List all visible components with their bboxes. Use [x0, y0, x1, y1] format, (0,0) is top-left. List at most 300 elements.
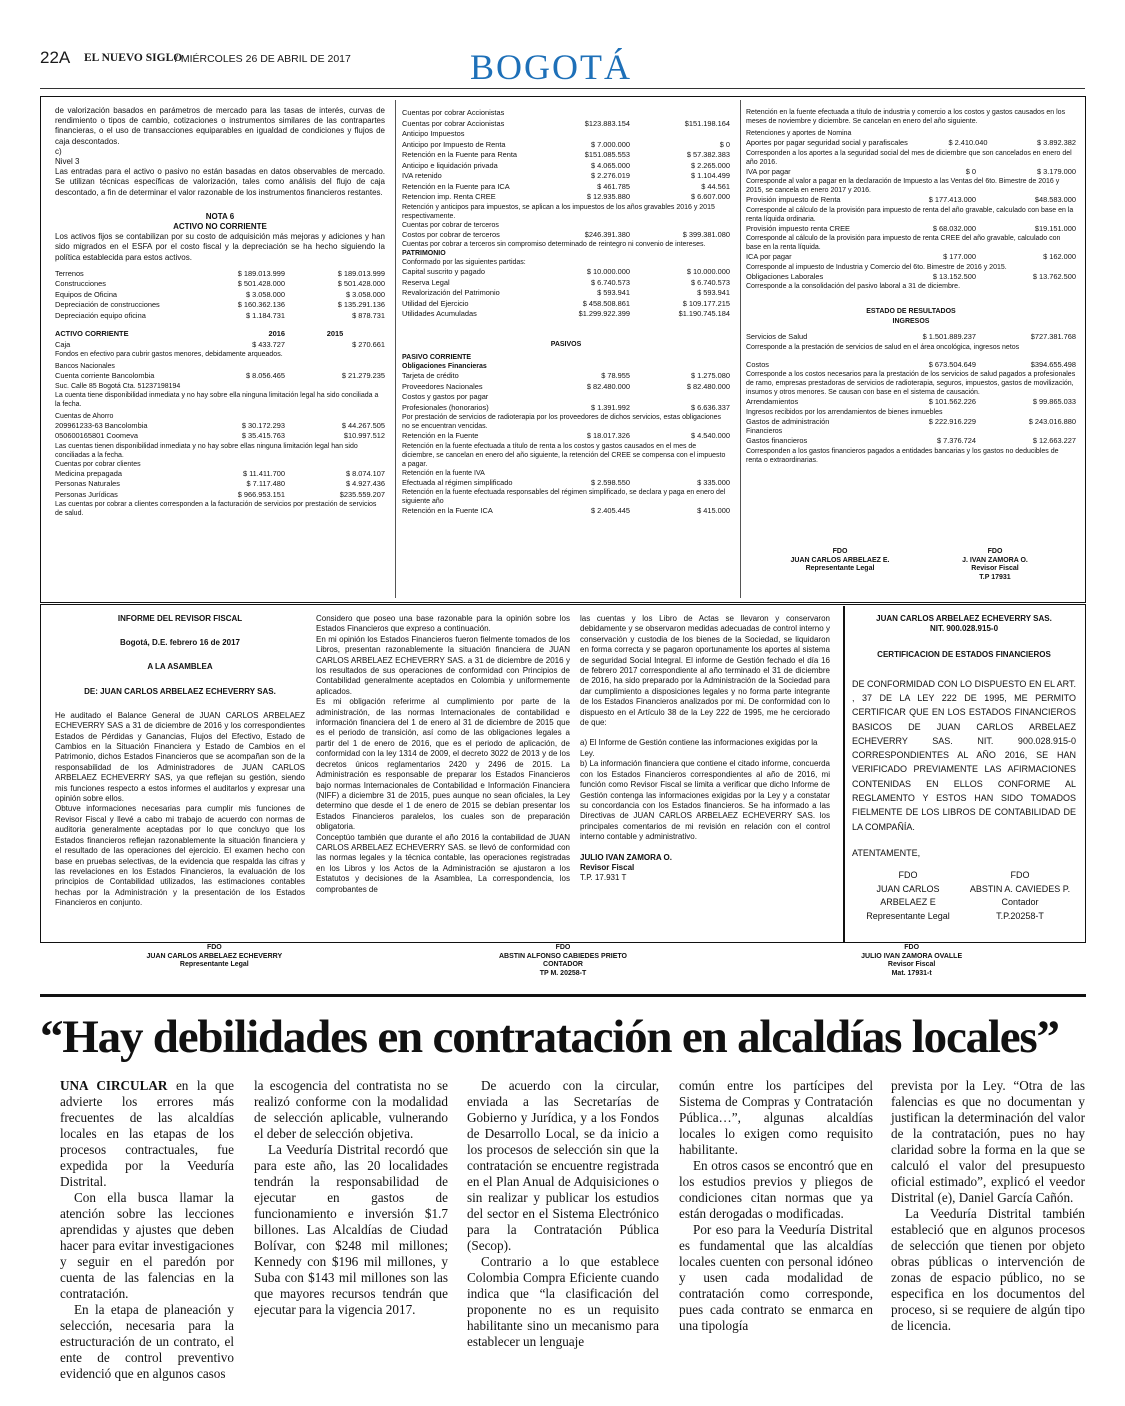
- table-row: [746, 252, 1076, 263]
- subheading: PASIVO CORRIENTE: [402, 354, 472, 362]
- signature-fiscal-reviewer: FDO J. IVAN ZAMORA O. Revisor Fiscal T.P 17931: [962, 548, 1028, 581]
- subheading: Bancos Nacionales: [55, 363, 115, 371]
- table-row: [55, 479, 385, 490]
- row-value: $ 189.013.999: [237, 268, 285, 278]
- article-paragraph: común entre los partícipes del Sistema de Compras y Contratación Pública…”, algunas alcaldías locales lo exigen como requisito habilitante.: [679, 1078, 873, 1157]
- article-column-1: [60, 1078, 234, 1382]
- fixed-assets-table: [55, 269, 385, 322]
- article-top-rule: [40, 994, 1086, 997]
- row-label: Personas Naturales: [55, 479, 120, 489]
- row-label: Equipos de Oficina: [55, 289, 118, 299]
- table-row: [402, 431, 730, 442]
- note-text: Corresponden a los aportes a la seguridad social del mes de diciembre que son cancelados en enero del año 2016.: [746, 149, 1072, 166]
- row-label: Depreciación equipo oficina: [55, 310, 146, 320]
- header-rule: [40, 88, 1085, 89]
- row-value: $ 4.540.000: [690, 431, 730, 441]
- row-value: $ 2.405.445: [590, 506, 630, 516]
- row-value: $ 243.016.880: [1028, 416, 1076, 426]
- row-value: $ 270.661: [352, 339, 385, 349]
- page-header: [0, 0, 1125, 92]
- row-value: $48.583.000: [1034, 195, 1076, 204]
- row-label: Anticipo Impuestos: [402, 129, 465, 138]
- row-value: $ 21.279.235: [341, 371, 385, 381]
- table-row: [55, 421, 385, 432]
- article-paragraph: De acuerdo con la circular, enviada a las Secretarías de Gobierno y Jurídica, y a los Fondos de Desarrollo Local, se da inicio a los procesos de selección sin que la contratación se encuentre registrada en el Plan Anual de Adquisiciones o sin realizar y publicar los estudios del sector en el Sistema Electrónico para la Contratación Pública (Secop).: [467, 1078, 659, 1253]
- signature-block: FDO ABSTIN ALFONSO CABIEDES PRIETO CONTADOR TP M. 20258-T: [499, 944, 627, 977]
- equity-rows: [402, 267, 730, 320]
- note-text: Corresponde al valor a pagar en la declaración de Impuesto a las Ventas del 6to. Bimestre de 2016 y 2015, se cancela en enero 2017 y 2016.: [746, 178, 1060, 194]
- row-value: $ 160.362.136: [237, 300, 285, 310]
- note-text: Fondos en efectivo para cubrir gastos menores, debidamente arqueados.: [55, 351, 283, 359]
- article-lead: UNA CIRCULAR: [60, 1078, 168, 1093]
- section-title: BOGOTÁ: [470, 47, 632, 87]
- row-value: $ 433.727: [252, 339, 285, 349]
- row-label: Utilidades Acumuladas: [402, 309, 477, 318]
- article-headline: “Hay debilidades en contratación en alcaldías locales”: [40, 1011, 1059, 1063]
- row-label: Utilidad del Ejercicio: [402, 298, 469, 308]
- row-value: $ 335.000: [697, 477, 730, 487]
- row-value: $ 3.892.382: [1036, 138, 1076, 147]
- table-row: [746, 332, 1076, 343]
- row-label: Cuenta corriente Bancolombia: [55, 371, 155, 381]
- row-label: ICA por pagar: [746, 252, 792, 261]
- row-label: 209961233-63 Bancolombia: [55, 420, 148, 430]
- list-marker: c): [55, 146, 62, 156]
- signature-legal-rep: FDO JUAN CARLOS ARBELAEZ E. Representante Legal: [790, 548, 890, 572]
- row-value: $727.381.768: [1030, 332, 1076, 342]
- row-label: Medicina prepagada: [55, 468, 122, 478]
- certification-divider: [843, 606, 845, 942]
- row-value: $ 135.291.136: [337, 300, 385, 310]
- row-label: Aportes por pagar seguridad social y parafiscales: [746, 138, 908, 147]
- row-label: IVA por pagar: [746, 166, 791, 176]
- row-label: IVA retenido: [402, 171, 442, 180]
- note-text: Corresponde a la prestación de servicios de salud en el área oncológica, ingresos netos: [746, 343, 1020, 351]
- report-paragraph: En mi opinión los Estados Financieros fueron fielmente tomados de los Libros, presentan razonablemente la situación financiera de JUAN CARLOS ARBELAEZ ECHEVERRY SAS. a 31 de diciembre de 2016 y los resultados de sus operaciones de conformidad con Principios de Contabilidad generalmente aceptados en Colombia y uniformemente aplicados.: [316, 634, 570, 696]
- subheading: Cuentas por cobrar de terceros: [402, 221, 499, 229]
- row-value: $ 8.074.107: [345, 468, 385, 478]
- costs-row: [746, 360, 1076, 371]
- row-value: $ 2.265.000: [690, 160, 730, 170]
- article-paragraph: La Veeduría Distrital también estableció que en algunos procesos de selección que tienen por objeto obras públicas o intervención de zonas de espacio público, no se especifica en los documentos del proceso, si se requiere de algún tipo de licencia.: [891, 1206, 1085, 1333]
- row-value: $ 7.000.000: [590, 139, 630, 149]
- row-value: $ 162.000: [1043, 252, 1076, 261]
- column-divider: [395, 100, 396, 598]
- row-value: $ 1.184.731: [245, 310, 285, 320]
- valuation-text: de valorización basados en parámetros de mercado para las tasas de interés, curvas de rendimiento o tipos de cambio, cotizaciones o instrumentos similares de las contrapartes financieras, o el uso de transacciones equiparables en igualdad de condiciones y flujos de caja descontados.: [55, 106, 385, 146]
- row-value: $ 878.731: [352, 310, 385, 320]
- report-paragraph: He auditado el Balance General de JUAN CARLOS ARBELAEZ ECHEVERRY SAS a 31 de diciembre de 2016 y los correspondientes Estados de Pérdidas y Ganancias, Flujos del Efectivo, Estado de Cambios en la Situación Financiera y Estado de Cambios en el Patrimonio, dichos Estados Financieros que se acompañan son de la responsabilidad de los Administradores de JUAN CARLOS ARBELAEZ ECHEVERRY SAS, ya que reflejan su gestión, siendo mis funciones respecto a estos informes el auditarlos y expresar una opinión sobre ellos.: [55, 710, 305, 804]
- table-row: [55, 431, 385, 442]
- row-value: $1.190.745.184: [678, 309, 730, 318]
- row-value: $ 11.411.700: [242, 468, 285, 478]
- table-row: [402, 299, 730, 310]
- row-value: $1.299.922.399: [578, 309, 630, 318]
- row-value: $ 57.382.383: [686, 150, 730, 159]
- row-label: Gastos de administración: [746, 416, 830, 426]
- page-number: 22A: [40, 48, 71, 67]
- row-value: [630, 108, 730, 119]
- row-value: $ 82.480.000: [586, 381, 630, 391]
- article-paragraph: La Veeduría Distrital recordó que para este año, las 20 localidades tendrán la responsabilidad de ejecutar en gastos de funcionamiento e inversión $1.7 billones. Las Alcaldías de Ciudad Bolívar, con $248 mil millones; Kennedy con $196 mil millones, y Suba con $143 mil millones son las que mayores recursos tendrán que ejecutar para la vigencia 2017.: [254, 1142, 448, 1317]
- table-row: [402, 108, 730, 119]
- subheading: Obligaciones Financieras: [402, 363, 487, 371]
- publication-date: / MIÉRCOLES 26 DE ABRIL DE 2017: [175, 53, 351, 65]
- withholding-row: [402, 431, 730, 442]
- section-heading: ESTADO DE RESULTADOS: [866, 308, 956, 315]
- subheading: Retención en la fuente IVA: [402, 469, 485, 477]
- row-label: Tarjeta de crédito: [402, 371, 459, 381]
- cash-row: [55, 340, 385, 351]
- table-row: [402, 267, 730, 278]
- note-text: Por prestación de servicios de radioterapia por los proveedores de dichos servicios, estas obligaciones no se encuentran vencidas.: [402, 414, 722, 431]
- row-label: Efectuada al régimen simplificado: [402, 477, 513, 487]
- row-label: Costos por cobrar de terceros: [402, 229, 500, 239]
- signature-block: FDO JUAN CARLOS ARBELAEZ ECHEVERRY Representante Legal: [146, 944, 283, 968]
- row-value: [540, 108, 630, 119]
- financial-column-1: [55, 106, 385, 518]
- row-label: Retención en la Fuente para Renta: [402, 150, 518, 159]
- note-title: NOTA 6: [205, 211, 235, 221]
- row-label: Provisión impuesto renta CREE: [746, 223, 850, 233]
- row-value: $ 2.598.550: [590, 477, 630, 487]
- row-value: $ 0: [719, 139, 730, 149]
- row-value: $ 2.410.040: [948, 138, 988, 147]
- note-text: Corresponde al cálculo de la provisión para impuesto de renta del año gravable, calculado con base en la renta líquida ordinaria.: [746, 206, 1074, 223]
- financial-column-3: [746, 108, 1076, 465]
- row-value: $151.198.164: [684, 118, 730, 128]
- report-paragraph: Es mi obligación referirme al cumplimiento por parte de la administración, de las normas Internacionales de contabilidad e información financiera del 1 de enero al 31 de diciembre de 2015 que es el periodo de transición, así como de las obligaciones legales a partir del 1 de enero de 2016, que es el periodo de aplicación, de conformidad con la ley 1314 de 2009, el decreto 3022 de 2013 y de los decretos únicos reglamentarios 2420 y 2496 de 2015. La Administración es responsable de preparar los Estados Financieros bajo normas Internacionales de Contabilidad e Información Financiera (NIFF) a diciembre 31 de 2015, pues aunque no sean oficiales, la Ley determino que desde el 1 de enero de 2015 se debían presentar los Estados Financieros paralelos, los cuales son de preparación obligatoria.: [316, 697, 570, 832]
- row-value: $ 99.865.033: [1032, 397, 1076, 407]
- row-value: $ 399.381.080: [682, 229, 730, 239]
- ica-withholding-row: [402, 506, 730, 517]
- row-value: $ 0: [965, 166, 976, 176]
- ica-row: [746, 252, 1076, 263]
- bottom-signatures: [40, 944, 1086, 988]
- table-row: [746, 397, 1076, 408]
- row-value: $394.655.498: [1030, 359, 1076, 369]
- row-value: $ 35.415.763: [241, 431, 285, 441]
- table-row: [402, 478, 730, 489]
- note-text: Los activos fijos se contabilizan por su costo de adquisición más mejoras y adiciones y han sido migrados en el ESFA por el costo fiscal y la depreciación se ha hecho siguiendo la política establecida para estos activos.: [55, 232, 385, 262]
- row-value: $ 3.179.000: [1036, 166, 1076, 176]
- table-row: [55, 269, 385, 280]
- table-row: [55, 340, 385, 351]
- note-text: Corresponde a los costos necesarios para la prestación de los servicios de salud pagados a profesionales de ramo, empresas prestadoras de servicios de radioterapia, seguros, impuestos, gastos de movilización, insumos y otros menores. Se causan con base en el sistema de causación.: [746, 371, 1076, 397]
- row-label: Cuentas por cobrar Accionistas: [402, 118, 505, 128]
- article-paragraph: En la etapa de planeación y selección, necesaria para la estructuración de un contrato, el ente de control preventivo evidenció que en algunos casos: [60, 1302, 234, 1381]
- report-date: Bogotá, D.E. febrero 16 de 2017: [119, 638, 241, 648]
- row-value: $ 7.117.480: [246, 479, 285, 489]
- table-row: [402, 119, 730, 130]
- row-value: $ 966.953.151: [237, 489, 285, 499]
- report-from: DE: JUAN CARLOS ARBELAEZ ECHEVERRY SAS.: [84, 686, 276, 696]
- article-paragraph: la escogencia del contratista no se realizó conforme con la modalidad de selección aplicable, vulnerando el deber de selección objetiva.: [254, 1078, 448, 1141]
- report-paragraph: Obtuve informaciones necesarias para cumplir mis funciones de Revisor Fiscal y llevé a cabo mi trabajo de acuerdo con normas de auditoria generalmente aceptadas por lo que concluyo que los Estados financieros reflejan razonablemente la situación financiera y el resultado de las operaciones del ejercicio. El examen hecho con base en pruebas selectivas, de la evidencia que respalda las cifras y las revelaciones en los Estados Financieros, la evaluación de los principios de Contabilidad utilizados, las estimaciones contables hechas por la Administración y la presentación de los Estados Financieros en conjunto.: [55, 804, 305, 908]
- row-value: [630, 392, 730, 403]
- row-label: Revalorización del Patrimonio: [402, 288, 500, 297]
- section-heading: ACTIVO NO CORRIENTE: [173, 222, 267, 232]
- row-label: 050600165801 Coomeva: [55, 431, 139, 441]
- row-label: Construcciones: [55, 279, 106, 289]
- table-row: [402, 230, 730, 241]
- row-value: $ 673.504.649: [928, 359, 976, 369]
- iva-row: [746, 167, 1076, 178]
- row-value: $ 68.032.000: [932, 223, 976, 233]
- report-paragraph: Conceptúo también que durante el año 2016 la contabilidad de JUAN CARLOS ARBELAEZ ECHEVERRY SAS. se llevó de conformidad con las normas legales y la técnica contable, las operaciones registradas en los Libros y los Actos de la Administración se ajustaron a los Estatutos y decisiones de la Asamblea, La correspondencia, los comprobantes de: [316, 832, 570, 894]
- note-text: Las cuentas tienen disponibilidad inmediata y no hay sobre ellas ninguna limitación legal han sido conciliadas a la fecha.: [55, 442, 358, 459]
- row-value: $ 12.935.880: [586, 192, 630, 201]
- note-text: Corresponden a los gastos financieros pagados a entidades bancarias y los gastos no deducibles de renta o extraordinarias.: [746, 447, 1059, 464]
- table-row: [746, 272, 1076, 283]
- row-value: $ 3.058.000: [345, 289, 385, 299]
- row-value: $19.151.000: [1034, 223, 1076, 233]
- row-value: $ 1.501.889.237: [922, 332, 976, 342]
- row-value: $ 13.152.500: [932, 271, 976, 281]
- row-label: Provisión impuesto de Renta: [746, 195, 841, 204]
- clients-rows: [55, 469, 385, 501]
- row-value: [630, 129, 730, 140]
- row-value: $ 1.104.499: [690, 171, 730, 180]
- row-label: Proveedores Nacionales: [402, 381, 483, 391]
- payroll-row: [746, 138, 1076, 149]
- table-row: [402, 171, 730, 182]
- report-column-1: [55, 614, 305, 909]
- section-heading: PASIVOS: [550, 340, 582, 348]
- financial-expenses-row: [746, 436, 1076, 447]
- subheading: INGRESOS: [892, 317, 930, 325]
- cert-signature-legal: FDO JUAN CARLOS ARBELAEZ E Representante Legal: [866, 870, 950, 921]
- row-value: $ 78.955: [601, 371, 630, 381]
- row-value: $ 501.428.000: [337, 279, 385, 289]
- table-row: [746, 224, 1076, 235]
- note-text: Suc. Calle 85 Bogotá Cta. 51237198194: [55, 382, 181, 390]
- rent-row: [746, 397, 1076, 408]
- row-value: $ 18.017.326: [586, 431, 630, 441]
- table-row: [402, 161, 730, 172]
- table-row: [746, 360, 1076, 371]
- column-divider: [740, 100, 741, 598]
- row-label: Gastos financieros: [746, 436, 808, 446]
- row-value: $ 8.056.465: [245, 371, 285, 381]
- report-signer: JULIO IVAN ZAMORA O.: [580, 852, 672, 862]
- row-label: Anticipo por Impuesto de Renta: [402, 139, 506, 149]
- receivables-rows: [402, 108, 730, 203]
- table-row: [402, 129, 730, 140]
- row-value: $ 593.941: [597, 288, 630, 297]
- newspaper-name: EL NUEVO SIGLO: [84, 52, 183, 64]
- row-value: $ 189.013.999: [337, 268, 385, 278]
- report-column-2: [316, 614, 570, 895]
- savings-rows: [55, 421, 385, 442]
- note-text: Las cuentas por cobrar a clientes corresponden a la facturación de servicios por prestación de servicios de salud.: [55, 501, 377, 518]
- report-title: INFORME DEL REVISOR FISCAL: [117, 614, 243, 623]
- row-value: $ 415.000: [697, 506, 730, 516]
- row-value: $151.085.553: [584, 150, 630, 159]
- subheading: Cuentas de Ahorro: [55, 412, 114, 420]
- liabilities-rows: [402, 371, 730, 413]
- cert-title: CERTIFICACION DE ESTADOS FINANCIEROS: [877, 650, 1051, 660]
- row-value: $ 30.172.293: [241, 420, 285, 430]
- row-value: $ 4.927.436: [345, 479, 385, 489]
- cert-closing: ATENTAMENTE,: [852, 847, 921, 858]
- table-row: [746, 417, 1076, 428]
- row-value: $ 2.276.019: [590, 171, 630, 180]
- row-label: Obligaciones Laborales: [746, 271, 824, 281]
- third-party-row: [402, 230, 730, 241]
- table-row: [402, 140, 730, 151]
- certification-panel: [852, 614, 1076, 923]
- financial-column-2: [402, 108, 730, 517]
- table-header-row: ACTIVO CORRIENTE 2016 2015: [55, 329, 344, 339]
- table-row: [55, 290, 385, 301]
- row-value: $ 7.376.724: [936, 436, 976, 446]
- cert-body: DE CONFORMIDAD CON LO DISPUESTO EN EL ART. , 37 DE LA LEY 222 DE 1995, ME PERMITO CERTIFICAR QUE EN LOS ESTADOS FINANCIEROS BASICOS DE JUAN CARLOS ARBELAEZ ECHEVERRY SAS. NIT. 900.028.915-0 CORRESPONDIENTES AL AÑO 2016, SE HAN VERIFICADO PREVIAMENTE LAS AFIRMACIONES CONTENIDAS EN ELLOS CONFORME AL REGLAMENTO Y ESTOS HAN SIDO TOMADOS FIELMENTE DE LOS LIBROS DE CONTABILIDAD DE LA COMPAÑÍA.: [852, 678, 1076, 832]
- table-row: [746, 138, 1076, 149]
- row-value: $ 101.562.226: [928, 397, 976, 407]
- row-label: Retención en la Fuente para ICA: [402, 181, 510, 191]
- section-heading: PATRIMONIO: [402, 250, 446, 257]
- table-row: [402, 309, 730, 320]
- report-signer-tp: T.P. 17.931 T: [580, 872, 627, 882]
- row-label: Caja: [55, 339, 71, 349]
- report-column-3: [580, 614, 830, 883]
- note-text: Retención en la fuente efectuada a título de industria y comercio a los costos y gastos causados en los meses de noviembre y diciembre. Se cancelan en enero del año siguiente.: [746, 109, 1066, 125]
- table-row: [402, 278, 730, 289]
- row-label: Retención en la Fuente ICA: [402, 506, 493, 516]
- row-value: $ 501.428.000: [237, 279, 285, 289]
- row-value: $246.391.380: [584, 229, 630, 239]
- report-paragraph: las cuentas y los Libro de Actas se llevaron y conservaron debidamente y se observaron medidas adecuadas de control interno y conservación y custodia de los bienes de la Sociedad, se liquidaron en forma correcta y se pagaron oportunamente los aportes al sistema de seguridad Social Integral. El informe de Gestión fechado el día 16 de febrero 2017 correspondiente al año terminado el 31 de diciembre de 2016, ha sido preparado por la Administración de la Sociedad para dar cumplimiento a disposiciones legales y no forma parte integrante de los Estados Financieros analizados por mi. De conformidad con lo dispuesto en el Artículo 38 de la Ley 222 de 1995, me he cerciorado de que:: [580, 614, 830, 728]
- cert-signature-accountant: FDO ABSTIN A. CAVIEDES P. Contador T.P.20258-T: [969, 870, 1071, 921]
- row-value: $ 4.065.000: [590, 160, 630, 170]
- table-row: [402, 150, 730, 161]
- article-column-3: [467, 1078, 659, 1350]
- note-text: Retención en la fuente efectuada a título de renta a los costos y gastos causados en el mes de diciembre, se cancelan en enero del año siguiente, la retención del CREE se compensa con el impuesto a pagar.: [402, 442, 726, 468]
- row-value: $ 458.508.861: [582, 298, 630, 308]
- table-row: [402, 382, 730, 393]
- row-label: Costos: [746, 359, 770, 369]
- row-value: $ 6.740.573: [690, 277, 730, 287]
- note-text: Conformado por las siguientes partidas:: [402, 259, 526, 266]
- table-row: [402, 506, 730, 517]
- tax-provision-row: [746, 195, 1076, 206]
- row-value: $ 6.740.573: [590, 277, 630, 287]
- report-paragraph: Considero que poseo una base razonable para la opinión sobre los Estados Financieros que expreso a continuación.: [316, 614, 570, 634]
- row-value: $ 44.267.505: [341, 420, 385, 430]
- note-text: Ingresos recibidos por los arrendamientos de bienes inmuebles: [746, 408, 943, 416]
- report-recipient: A LA ASAMBLEA: [147, 662, 213, 672]
- row-value: $ 1.275.080: [690, 371, 730, 381]
- admin-expenses-row: [746, 417, 1076, 428]
- row-label: Personas Jurídicas: [55, 489, 118, 499]
- row-label: Costos y gastos por pagar: [402, 392, 489, 402]
- level-text: Las entradas para el activo o pasivo no están basadas en datos observables de mercado. Se utilizan técnicas específicas de valorización, tales como análisis del flujo de caja descontado, a fin de determinar el valor razonable de los instrumentos financieros restantes.: [55, 167, 385, 197]
- article-paragraph: En otros casos se encontró que en los estudios previos y pliegos de condiciones citan normas que ya están derogadas o modificadas.: [679, 1158, 873, 1221]
- row-label: Arrendamientos: [746, 397, 799, 407]
- row-value: $10.997.512: [343, 431, 385, 441]
- row-value: $123.883.154: [584, 118, 630, 128]
- bank-row: [55, 371, 385, 382]
- article-column-4: [679, 1078, 873, 1334]
- table-row: [746, 436, 1076, 447]
- labor-obligations-row: [746, 272, 1076, 283]
- row-value: $235.559.207: [339, 489, 385, 499]
- row-value: $ 44.561: [701, 181, 730, 191]
- row-value: $ 593.941: [697, 288, 730, 297]
- report-signer-role: Revisor Fiscal: [580, 862, 635, 872]
- row-value: $ 1.391.992: [590, 402, 630, 412]
- row-label: Depreciación de construcciones: [55, 300, 160, 310]
- cert-company: JUAN CARLOS ARBELAEZ ECHEVERRY SAS.: [876, 614, 1052, 623]
- article-paragraph: prevista por la Ley. “Otra de las falencias es que no documentan y justifican la determinación del valor de la contratación, pues no hay claridad sobre la forma en la que se calculó el valor del presupuesto oficial estimado”, explicó el veedor Distrital (e), Daniel García Cañón.: [891, 1078, 1085, 1205]
- level-label: Nivel 3: [55, 157, 80, 167]
- row-label: Profesionales (honorarios): [402, 402, 489, 412]
- row-value: $ 177.000: [943, 252, 976, 261]
- note-text: Cuentas por cobrar a terceros sin compromiso determinado de reintegro ni convenio de intereses.: [402, 241, 706, 248]
- row-label: Servicios de Salud: [746, 332, 808, 342]
- row-value: $ 6.636.337: [690, 402, 730, 412]
- row-label: Anticipo e liquidación privada: [402, 160, 498, 170]
- table-row: [746, 195, 1076, 206]
- row-value: $ 109.177.215: [682, 298, 730, 308]
- table-row: [402, 371, 730, 382]
- cree-row: [746, 224, 1076, 235]
- row-value: $ 177.413.000: [928, 195, 976, 204]
- signature-block: FDO JULIO IVAN ZAMORA OVALLE Revisor Fiscal Mat. 17931-t: [861, 944, 963, 977]
- row-value: [540, 392, 630, 403]
- report-item-a: a) El Informe de Gestión contiene las informaciones exigidas por la Ley.: [580, 738, 818, 758]
- table-row: [55, 469, 385, 480]
- row-value: [540, 129, 630, 140]
- table-row: [55, 371, 385, 382]
- article-paragraph: Contrario a lo que establece Colombia Compra Eficiente cuando indica que “la clasificación del proponente no es un requisito habilitante sino un mecanismo para establecer un lenguaje: [467, 1254, 659, 1349]
- article-paragraph: Por eso para la Veeduría Distrital es fundamental que las alcaldías locales cuenten con personal idóneo y usen cada modalidad de contratación como corresponde, pues cada contrato se enmarca en una tipología: [679, 1222, 873, 1333]
- row-value: $ 3.058.000: [245, 289, 285, 299]
- note-text: Retención en la fuente efectuada responsables del régimen simplificado, se declara y paga en enero del siguiente año: [402, 489, 726, 506]
- article-column-5: [891, 1078, 1085, 1334]
- table-row: [402, 392, 730, 403]
- table-row: [402, 192, 730, 203]
- row-value: $ 12.663.227: [1032, 436, 1076, 446]
- note-text: Corresponde a la consolidación del pasivo laboral a 31 de diciembre.: [746, 283, 961, 290]
- note-text: Retención y anticipos para impuestos, se aplican a los impuestos de los años gravables 2016 y 2015 respectivamente.: [402, 203, 715, 220]
- row-value: $ 6.607.000: [690, 192, 730, 201]
- subheading: Cuentas por cobrar clientes: [55, 460, 141, 468]
- simplified-regime-row: [402, 478, 730, 489]
- table-row: [55, 311, 385, 322]
- table-row: [55, 279, 385, 290]
- row-label: Retencion imp. Renta CREE: [402, 192, 496, 201]
- row-label: Cuentas por cobrar Accionistas: [402, 108, 505, 117]
- table-row: [55, 300, 385, 311]
- table-row: [55, 490, 385, 501]
- article-column-2: [254, 1078, 448, 1318]
- revenue-row: [746, 332, 1076, 343]
- row-value: $ 82.480.000: [686, 381, 730, 391]
- note-text: Corresponde al cálculo de la provisión para impuesto de renta CREE del año gravable, calculado con base en la renta líquida.: [746, 235, 1061, 251]
- row-value: $ 10.000.000: [686, 267, 730, 276]
- table-row: [402, 403, 730, 414]
- row-value: $ 222.916.229: [928, 416, 976, 426]
- article-text: en la que advierte los errores más frecuentes de las alcaldías locales en las etapas de los procesos contractuales, fue expedida por la Veeduría Distrital.: [60, 1078, 234, 1189]
- row-label: Reserva Legal: [402, 277, 450, 287]
- row-label: Terrenos: [55, 268, 84, 278]
- report-item-b: b) La información financiera que contiene el citado informe, concuerda con los Estados Financieros correspondientes al año de 2016, mi función como Revisor Fiscal se limita a verificar que dicho Informe de Gestión contenga las informaciones exigidas por la Ley y a constatar su concordancia con los Estados financieros. Se ha informado a las Directivas de JUAN CARLOS ARBELAEZ ECHEVERRY SAS. los principales comentarios de mi revisión en relación con el control interno contable y administrativo.: [580, 759, 830, 842]
- note-text: Corresponde al impuesto de Industria y Comercio del 6to. Bimestre de 2016 y 2015.: [746, 263, 1007, 271]
- cert-nit: NIT. 900.028.915-0: [929, 624, 999, 634]
- subheading: Retenciones y aportes de Nomina: [746, 130, 852, 137]
